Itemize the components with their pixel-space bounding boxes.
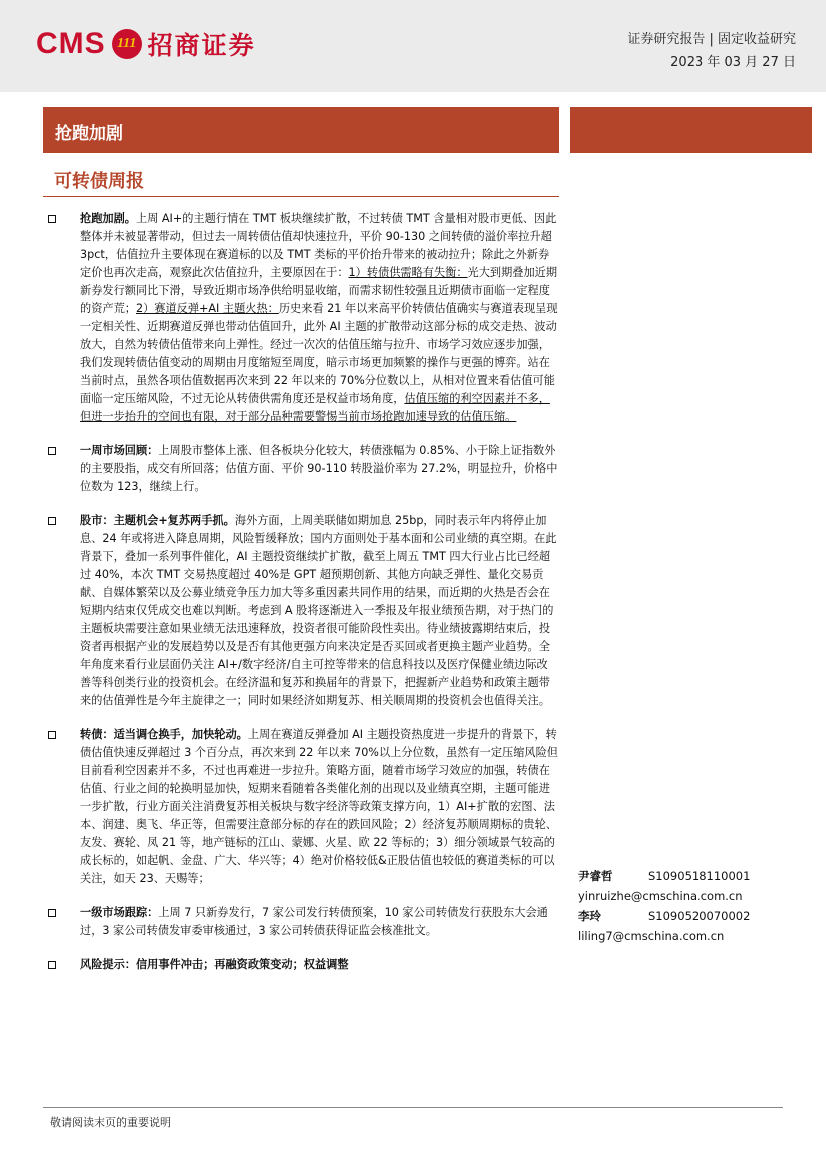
logo-badge-icon: 111 bbox=[112, 29, 142, 59]
analyst-row bbox=[578, 866, 750, 886]
section-head: 风险提示： bbox=[80, 958, 136, 971]
analyst-row bbox=[578, 906, 750, 926]
section-body: 历史来看 21 年以来高平价转债估值确实与赛道表现呈现一定相关性、近期赛道反弹也带动估值回升，此外 AI 主题的扩散带动这部分标的成交走热、波动放大，自然为转债估值带来向上弹性。经过一次次的估值压缩与拉升、市场学习效应逐步加强，我们发现转债估值变动的周期由月度缩短至周度，暗示市场更加频繁的操作与更强的博弈。站在当前时点，虽然各项估值数据再次来到 22 年以来的 70%分位数以上，从相对位置来看估值可能面临一定压缩风险，不过无论从转债供需角度还是权益市场角度， bbox=[80, 302, 558, 405]
section-head: 抢跑加剧。 bbox=[80, 212, 136, 225]
section-body: 上周 AI+的主题行情在 TMT 板块继续扩散，不过转债 TMT 含量相对股市更低、因此整体并未被显著带动，但过去一周转债估值却快速拉升，平价 90-130 之间转债的溢价率拉升超 3pct，估值拉升主要体现在赛道标的以及 TMT 类标的平价抬升带来的被动拉升；除此之外新券定价也再次走高，观察此次估值拉升，主要原因在于： bbox=[80, 212, 557, 279]
section-market-review bbox=[48, 442, 558, 496]
underlined-point: 2）赛道反弹+AI 主题火热： bbox=[135, 302, 279, 315]
logo-text: CMS bbox=[36, 27, 106, 60]
logo-cn-text: 招商证券 bbox=[147, 31, 256, 60]
section-primary-market bbox=[48, 904, 558, 940]
section-body: 上周 7 只新券发行，7 家公司发行转债预案，10 家公司转债发行获股东大会通过，3 家公司转债发审委审核通过，3 家公司转债获得证监会核准批文。 bbox=[80, 906, 548, 937]
section-head: 转债：适当调仓换手，加快轮动。 bbox=[80, 728, 248, 741]
section-body: 上周在赛道反弹叠加 AI 主题投资热度进一步提升的背景下，转债估值快速反弹超过 3 个百分点，再次来到 22 年以来 70%以上分位数，虽然有一定压缩风险但目前看利空因素并不多，不过也再难进一步拉升。策略方面，随着市场学习效应的加强，转债在估值、行业之间的轮换明显加快，短期来看随着各类催化剂的出现以及业绩真空期，主题可能进一步扩散，行业方面关注消费复苏相关板块与数字经济等政策支撑方向，1）AI+扩散的宏图、法本、润建、奥飞、华正等，但需要注意部分标的存在的跌回风险；2）经济复苏顺周期标的贵轮、友发、赛轮、凤 21 等，地产链标的江山、蒙娜、火星、欧 22 等标的；3）细分领域景气较高的成长标的，如起帆、金盘、广大、华兴等；4）绝对价格较低&正股估值也较低的赛道类标的可以关注，如天 23、天赐等； bbox=[80, 728, 558, 885]
footer-divider bbox=[43, 1107, 783, 1108]
main-content bbox=[48, 210, 558, 990]
analyst-email[interactable]: liling7@cmschina.com.cn bbox=[578, 929, 725, 943]
analyst-name: 李玲 bbox=[578, 909, 601, 923]
checkbox-bullet-icon bbox=[48, 447, 56, 455]
title-banner bbox=[43, 107, 559, 153]
page-subtitle: 可转债周报 bbox=[54, 171, 144, 192]
title-divider bbox=[43, 196, 559, 197]
section-head: 一级市场跟踪： bbox=[80, 906, 159, 919]
footer-note: 敬请阅读末页的重要说明 bbox=[50, 1116, 171, 1129]
report-type: 证券研究报告 | 固定收益研究 bbox=[627, 32, 796, 47]
analyst-name: 尹睿哲 bbox=[578, 869, 613, 883]
section-risk bbox=[48, 956, 558, 974]
cms-logo bbox=[36, 24, 256, 64]
checkbox-bullet-icon bbox=[48, 215, 56, 223]
section-head: 一周市场回顾： bbox=[80, 444, 159, 457]
section-body: 信用事件冲击；再融资政策变动；权益调整 bbox=[135, 958, 349, 971]
checkbox-bullet-icon bbox=[48, 909, 56, 917]
underlined-point: 估值压缩的利空因素并不多，但进一步抬升的空间也有限，对于部分品种需要警惕当前市场抢跑加速导致的估值压缩。 bbox=[80, 392, 550, 423]
section-stock-market bbox=[48, 512, 558, 710]
analyst-panel bbox=[578, 866, 750, 946]
section-head: 股市：主题机会+复苏两手抓。 bbox=[80, 514, 235, 527]
section-body: 光大到期叠加近期新券发行额同比下滑，导致近期市场净供给明显收缩，而需求韧性较强且近期债市面临一定程度的资产荒； bbox=[80, 266, 558, 315]
section-body: 海外方面，上周美联储如期加息 25bp，同时表示年内将停止加息、24 年或将进入降息周期，风险暂缓释放；国内方面则处于基本面和公司业绩的真空期。在此背景下，叠加一系列事件催化，AI 主题投资继续扩扩散，截至上周五 TMT 四大行业占比已经超过 40%，本次 TMT 交易热度超过 40%是 GPT 超预期创新、其他方向缺乏弹性、量化交易贡献、自媒体繁荣以及公募业绩竞争压力加大等多重因素共同作用的结果，而近期的火热是否会在短期内结束仅凭成交也难以判断。考虑到 A 股将逐渐进入一季报及年报业绩预告期，对于热门的主题板块需要注意如果业绩无法迅速释放，投资者很可能阶段性卖出。待业绩披露期结束后，投资者再根据产业的发展趋势以及是否有其他更强方向来决定是否买回或者更换主题产业趋势。全年角度来看行业层面仍关注 AI+/数字经济/自主可控等带来的信息科技以及医疗保健业绩边际改善等科创类行业的投资机会。在经济温和复苏和换届年的背景下，把握新产业趋势和政策主题带来的估值弹性是今年主旋律之一；同时如果经济如期复苏、相关顺周期的投资机会也值得关注。 bbox=[80, 514, 557, 707]
analyst-email[interactable]: yinruizhe@cmschina.com.cn bbox=[578, 889, 743, 903]
section-summary bbox=[48, 210, 558, 426]
checkbox-bullet-icon bbox=[48, 961, 56, 969]
analyst-id: S1090518110001 bbox=[648, 869, 751, 883]
analyst-id: S1090520070002 bbox=[648, 909, 751, 923]
report-date: 2023 年 03 月 27 日 bbox=[670, 55, 796, 70]
page-title: 抢跑加剧 bbox=[55, 124, 123, 144]
side-banner bbox=[570, 107, 812, 153]
checkbox-bullet-icon bbox=[48, 731, 56, 739]
section-body: 上周股市整体上涨、但各板块分化较大，转债涨幅为 0.85%、小于除上证指数外的主要股指，成交有所回落；估值方面、平价 90-110 转股溢价率为 27.2%，明显拉升，价格中位数为 123，继续上行。 bbox=[80, 444, 558, 493]
checkbox-bullet-icon bbox=[48, 517, 56, 525]
underlined-point: 1）转债供需略有失衡： bbox=[348, 266, 468, 279]
section-convertible bbox=[48, 726, 558, 888]
